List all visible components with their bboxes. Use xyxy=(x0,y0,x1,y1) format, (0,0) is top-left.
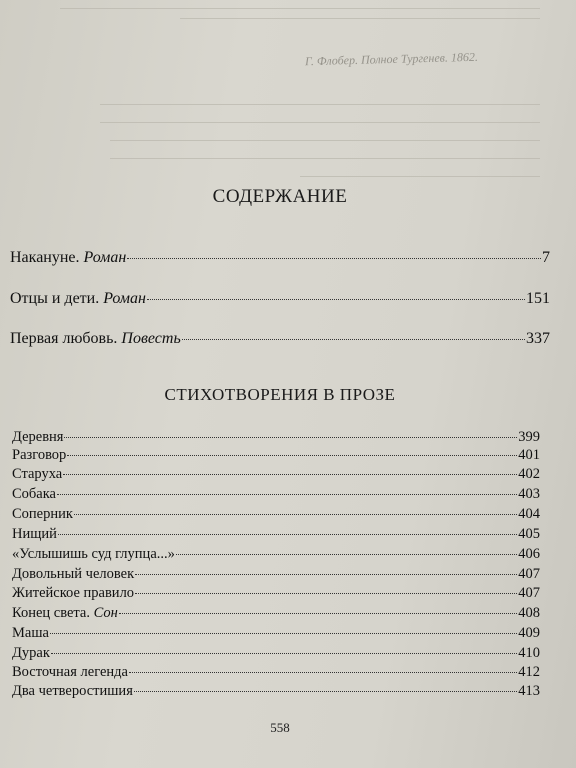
page-number: 558 xyxy=(270,720,290,735)
bleed-through-line xyxy=(110,140,540,141)
bleed-through-line xyxy=(100,122,540,123)
toc-entry-poem[interactable] xyxy=(12,466,540,483)
entry-page-number: 410 xyxy=(518,645,540,661)
leader-dots xyxy=(50,633,517,634)
entry-page-number: 7 xyxy=(542,249,550,266)
entry-title: Собака xyxy=(12,486,56,502)
entry-title: Разговор xyxy=(12,447,67,463)
leader-dots xyxy=(134,691,517,692)
entry-page-number: 413 xyxy=(518,683,540,699)
leader-dots xyxy=(135,593,517,594)
toc-entry-poem[interactable] xyxy=(12,486,540,503)
bleed-through-text: Г. Флобер. Полное Тургенев. 1862. xyxy=(304,49,479,69)
toc-entry-poem[interactable] xyxy=(12,645,540,662)
entry-title: Житейское правило xyxy=(12,585,135,601)
entry-title: Деревня xyxy=(12,429,64,445)
leader-dots xyxy=(119,613,517,614)
entry-page-number: 406 xyxy=(518,546,540,562)
leader-dots xyxy=(57,494,517,495)
entry-genre: Сон xyxy=(93,605,118,621)
entry-title: Отцы и дети. xyxy=(10,290,100,307)
bleed-through-line xyxy=(300,176,540,177)
entry-genre: Повесть xyxy=(121,330,181,347)
leader-dots xyxy=(58,534,517,535)
entry-page-number: 409 xyxy=(518,625,540,641)
toc-entry-nakanune[interactable] xyxy=(10,249,550,267)
entry-page-number: 402 xyxy=(518,466,540,482)
bleed-through-line xyxy=(180,18,540,19)
entry-title: Конец света. xyxy=(12,605,90,621)
entry-title: Старуха xyxy=(12,466,63,482)
leader-dots xyxy=(51,653,517,654)
toc-entry-poem[interactable] xyxy=(12,605,540,622)
leader-dots xyxy=(147,299,525,300)
toc-entry-poem[interactable] xyxy=(12,506,540,523)
leader-dots xyxy=(63,474,517,475)
entry-page-number: 151 xyxy=(526,290,550,307)
entry-page-number: 407 xyxy=(518,566,540,582)
leader-dots xyxy=(135,574,517,575)
leader-dots xyxy=(129,672,517,673)
entry-genre: Роман xyxy=(103,290,146,307)
bleed-through-line xyxy=(100,104,540,105)
entry-page-number: 412 xyxy=(518,664,540,680)
entry-title: Довольный человек xyxy=(12,566,135,582)
entry-title: Первая любовь. xyxy=(10,330,118,347)
entry-page-number: 405 xyxy=(518,526,540,542)
bleed-through-line xyxy=(110,158,540,159)
contents-heading: СОДЕРЖАНИЕ xyxy=(212,186,348,207)
toc-entry-poem[interactable] xyxy=(12,585,540,602)
entry-page-number: 407 xyxy=(518,585,540,601)
entry-page-number: 401 xyxy=(518,447,540,463)
leader-dots xyxy=(64,437,517,438)
toc-entry-poem[interactable] xyxy=(12,526,540,543)
toc-entry-ottsy-i-deti[interactable] xyxy=(10,290,550,308)
leader-dots xyxy=(67,455,517,456)
entry-page-number: 399 xyxy=(518,429,540,445)
entry-title: Дурак xyxy=(12,645,50,661)
poems-heading: СТИХОТВОРЕНИЯ В ПРОЗЕ xyxy=(164,385,396,404)
toc-entry-poem[interactable] xyxy=(12,625,540,642)
toc-entry-pervaya-lyubov[interactable] xyxy=(10,330,550,348)
toc-entry-poem[interactable] xyxy=(12,546,540,563)
entry-title: Два четверостишия xyxy=(12,683,133,699)
entry-title: Восточная легенда xyxy=(12,664,128,680)
bleed-through-line xyxy=(60,8,540,9)
leader-dots xyxy=(182,339,525,340)
entry-title: «Услышишь суд глупца...» xyxy=(12,546,175,562)
toc-entry-poem[interactable] xyxy=(12,683,540,700)
toc-entry-poem[interactable] xyxy=(12,664,540,681)
leader-dots xyxy=(176,554,517,555)
toc-entry-poem[interactable] xyxy=(12,447,540,464)
entry-title: Накануне. xyxy=(10,249,80,266)
entry-page-number: 337 xyxy=(526,330,550,347)
leader-dots xyxy=(127,258,541,259)
entry-page-number: 408 xyxy=(518,605,540,621)
entry-title: Нищий xyxy=(12,526,57,542)
toc-entry-poem[interactable] xyxy=(12,429,540,446)
entry-title: Маша xyxy=(12,625,49,641)
toc-entry-poem[interactable] xyxy=(12,566,540,583)
entry-genre: Роман xyxy=(83,249,127,266)
leader-dots xyxy=(74,514,517,515)
entry-page-number: 404 xyxy=(518,506,540,522)
entry-page-number: 403 xyxy=(518,486,540,502)
entry-title: Соперник xyxy=(12,506,73,522)
